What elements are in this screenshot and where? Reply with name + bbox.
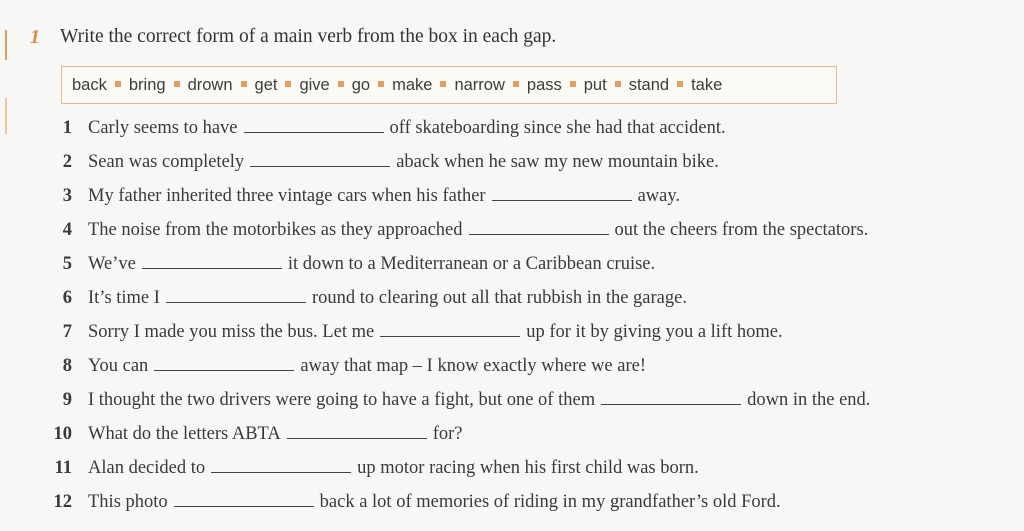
sentence-before-gap: You can bbox=[88, 356, 149, 376]
word-box-item: get bbox=[254, 75, 278, 94]
word-separator-icon bbox=[440, 81, 446, 87]
sentence-before-gap: This photo bbox=[88, 492, 168, 512]
sentence-after-gap: away that map – I know exactly where we are! bbox=[300, 356, 647, 376]
exercise-number: 1 bbox=[30, 26, 40, 48]
word-box-item: stand bbox=[628, 75, 670, 94]
item-sentence bbox=[88, 322, 783, 343]
sentence-before-gap: I thought the two drivers were going to have a fight, but one of them bbox=[88, 390, 596, 410]
exercise-item bbox=[0, 152, 1024, 182]
answer-gap[interactable] bbox=[492, 186, 632, 201]
sentence-after-gap: round to clearing out all that rubbish in the garage. bbox=[311, 288, 687, 308]
item-number: 10 bbox=[53, 424, 72, 444]
answer-gap[interactable] bbox=[166, 288, 306, 303]
word-box bbox=[61, 66, 837, 104]
sentence-after-gap: off skateboarding since she had that accident. bbox=[389, 118, 726, 138]
word-separator-icon bbox=[241, 81, 247, 87]
sentence-before-gap: Alan decided to bbox=[88, 458, 206, 478]
word-separator-icon bbox=[285, 81, 291, 87]
sentence-after-gap: up for it by giving you a lift home. bbox=[526, 322, 783, 342]
exercise-item bbox=[0, 288, 1024, 318]
word-box-item: make bbox=[392, 75, 433, 94]
item-sentence bbox=[88, 186, 680, 207]
item-number: 6 bbox=[62, 288, 72, 308]
sentence-before-gap: Carly seems to have bbox=[88, 118, 238, 138]
answer-gap[interactable] bbox=[601, 390, 741, 405]
item-sentence bbox=[88, 492, 781, 513]
sentence-before-gap: What do the letters ABTA bbox=[88, 424, 281, 444]
item-number: 9 bbox=[62, 390, 72, 410]
word-separator-icon bbox=[513, 81, 519, 87]
sentence-before-gap: My father inherited three vintage cars when his father bbox=[88, 186, 486, 206]
item-number: 1 bbox=[62, 118, 72, 138]
exercise-item bbox=[0, 390, 1024, 420]
sentence-after-gap: down in the end. bbox=[747, 390, 871, 410]
exercise-item bbox=[0, 220, 1024, 250]
item-sentence bbox=[88, 424, 463, 445]
exercise-item bbox=[0, 492, 1024, 522]
answer-gap[interactable] bbox=[380, 322, 520, 337]
item-sentence bbox=[88, 458, 699, 479]
item-sentence bbox=[88, 220, 868, 241]
sentence-before-gap: It’s time I bbox=[88, 288, 160, 308]
word-box-item: drown bbox=[187, 75, 233, 94]
item-number: 2 bbox=[62, 152, 72, 172]
exercise-item bbox=[0, 322, 1024, 352]
item-sentence bbox=[88, 118, 726, 139]
item-number: 7 bbox=[62, 322, 72, 342]
item-sentence bbox=[88, 288, 687, 309]
answer-gap[interactable] bbox=[142, 254, 282, 269]
word-separator-icon bbox=[174, 81, 180, 87]
word-separator-icon bbox=[677, 81, 683, 87]
exercise-item bbox=[0, 424, 1024, 454]
item-sentence bbox=[88, 254, 655, 275]
item-sentence bbox=[88, 152, 719, 173]
word-separator-icon bbox=[338, 81, 344, 87]
sentence-after-gap: up motor racing when his first child was born. bbox=[357, 458, 699, 478]
answer-gap[interactable] bbox=[244, 118, 384, 133]
answer-gap[interactable] bbox=[174, 492, 314, 507]
exercise-item bbox=[0, 356, 1024, 386]
answer-gap[interactable] bbox=[469, 220, 609, 235]
sentence-before-gap: We’ve bbox=[88, 254, 136, 274]
sentence-before-gap: The noise from the motorbikes as they approached bbox=[88, 220, 463, 240]
word-box-item: go bbox=[351, 75, 371, 94]
item-sentence bbox=[88, 356, 646, 377]
item-sentence bbox=[88, 390, 870, 411]
word-box-item: narrow bbox=[454, 75, 505, 94]
word-separator-icon bbox=[570, 81, 576, 87]
answer-gap[interactable] bbox=[211, 458, 351, 473]
answer-gap[interactable] bbox=[287, 424, 427, 439]
word-box-item: bring bbox=[128, 75, 166, 94]
item-number: 4 bbox=[62, 220, 72, 240]
answer-gap[interactable] bbox=[154, 356, 294, 371]
margin-accent-bar bbox=[5, 30, 7, 60]
item-number: 12 bbox=[53, 492, 72, 512]
word-box-item: back bbox=[72, 75, 107, 94]
sentence-after-gap: away. bbox=[637, 186, 681, 206]
word-separator-icon bbox=[615, 81, 621, 87]
item-number: 3 bbox=[62, 186, 72, 206]
sentence-after-gap: it down to a Mediterranean or a Caribbean cruise. bbox=[287, 254, 656, 274]
exercise-item bbox=[0, 186, 1024, 216]
answer-gap[interactable] bbox=[250, 152, 390, 167]
word-separator-icon bbox=[378, 81, 384, 87]
word-box-item: pass bbox=[526, 75, 562, 94]
exercise-item bbox=[0, 254, 1024, 284]
exercise-instruction: Write the correct form of a main verb from the box in each gap. bbox=[60, 26, 557, 47]
exercise-item bbox=[0, 458, 1024, 488]
item-number: 11 bbox=[54, 458, 72, 478]
sentence-before-gap: Sorry I made you miss the bus. Let me bbox=[88, 322, 375, 342]
sentence-after-gap: aback when he saw my new mountain bike. bbox=[396, 152, 719, 172]
word-box-item: take bbox=[691, 75, 723, 94]
exercise-item bbox=[0, 118, 1024, 148]
sentence-after-gap: back a lot of memories of riding in my grandfather’s old Ford. bbox=[319, 492, 781, 512]
item-number: 8 bbox=[62, 356, 72, 376]
sentence-after-gap: out the cheers from the spectators. bbox=[614, 220, 869, 240]
sentence-before-gap: Sean was completely bbox=[88, 152, 245, 172]
word-box-item: give bbox=[299, 75, 330, 94]
word-separator-icon bbox=[115, 81, 121, 87]
sentence-after-gap: for? bbox=[432, 424, 463, 444]
word-box-item: put bbox=[583, 75, 607, 94]
item-number: 5 bbox=[62, 254, 72, 274]
